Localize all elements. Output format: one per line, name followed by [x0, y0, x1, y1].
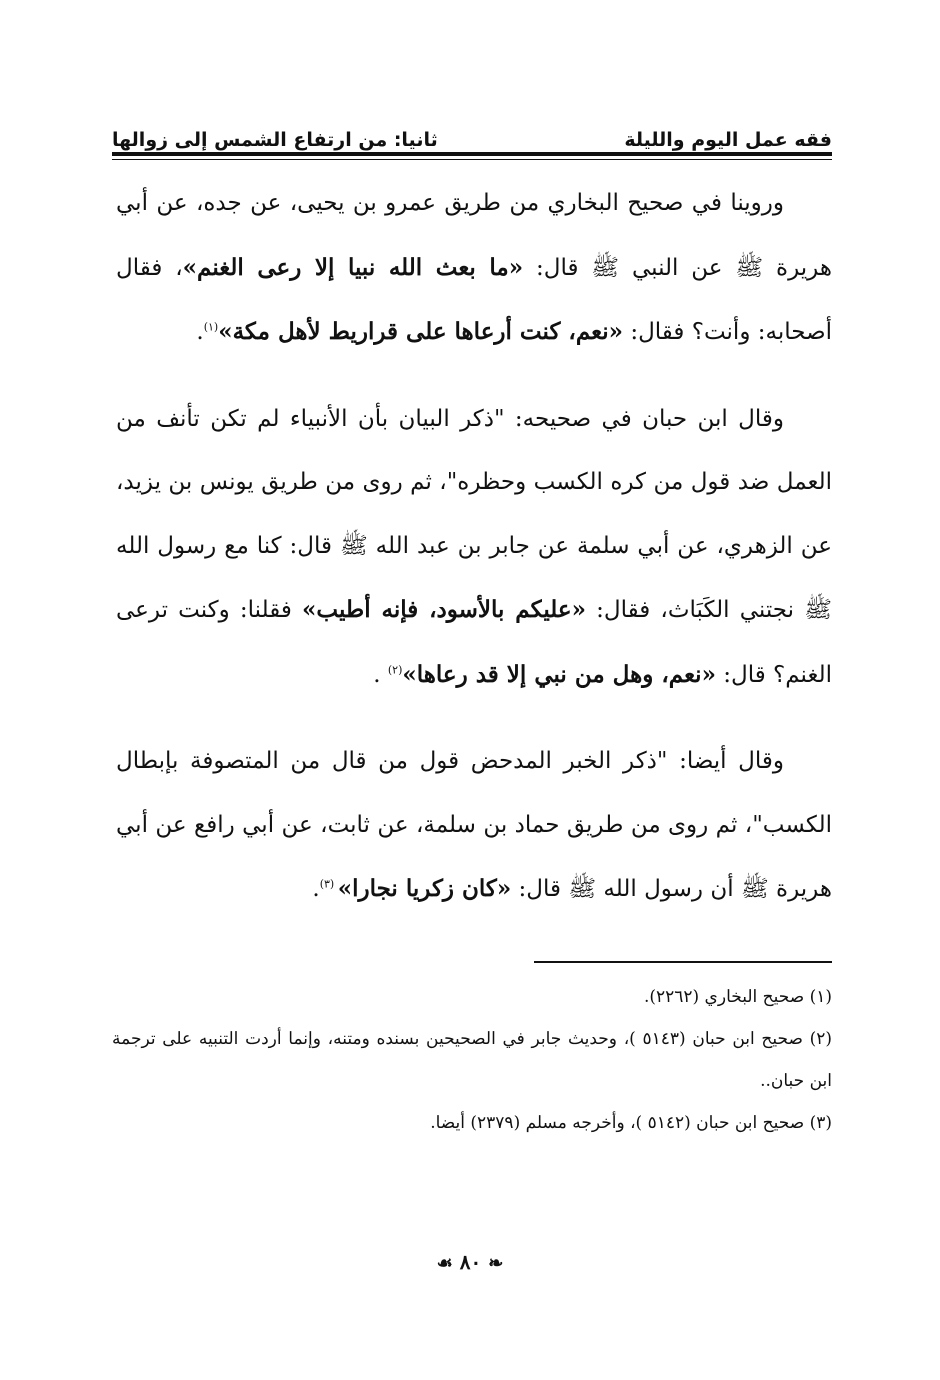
paragraph-1-end: . — [196, 319, 204, 345]
book-title: فقه عمل اليوم والليلة — [624, 129, 832, 151]
ornament-right-icon: ❧ — [488, 1253, 504, 1274]
footnote-ref-3: (٣) — [319, 877, 338, 891]
paragraph-3 — [116, 730, 832, 922]
footnote-1: (١) صحيح البخاري (٢٢٦٢). — [643, 987, 832, 1007]
footnote-2: (٢) صحيح ابن حبان (٥١٤٣ )، وحديث جابر في الصحيحين بسنده ومتنه، وإنما أردت التنبيه على ترجمة ابن حبان.. — [112, 1029, 833, 1091]
header-rule-thin — [112, 159, 832, 160]
page-number — [0, 1250, 940, 1274]
paragraph-1-text-a: وروينا في صحيح البخاري من طريق عمرو بن يحيى، عن جده، عن أبي هريرة ﷺ عن النبي ﷺ قال: — [116, 190, 833, 281]
page-number-value: ٨٠ — [459, 1250, 482, 1274]
main-text — [116, 172, 832, 922]
header-rule-thick — [112, 152, 832, 156]
paragraph-2-text-b: فقلنا: وكنت ترعى الغنم؟ قال: — [116, 597, 832, 688]
footnotes — [112, 976, 832, 1144]
ornament-left-icon: ☙ — [436, 1253, 453, 1274]
section-title: ثانيا: من ارتفاع الشمس إلى زوالها — [112, 129, 438, 151]
paragraph-1 — [116, 172, 832, 365]
footnote-separator — [534, 961, 832, 963]
hadith-quote-3: «عليكم بالأسود، فإنه أطيب» — [302, 596, 586, 623]
hadith-quote-5: «كان زكريا نجارا» — [337, 875, 512, 902]
footnote-ref-2: (٢) — [387, 662, 403, 676]
hadith-quote-2: «نعم، كنت أرعاها على قراريط لأهل مكة» — [218, 318, 624, 345]
paragraph-2-text-a: وقال ابن حبان في صحيحه: "ذكر البيان بأن الأنبياء لم تكن تأنف من العمل ضد قول من كره الكسب وحظره"، ثم روى من طريق يونس بن يزيد، عن الزهري، عن أبي سلمة عن جابر بن عبد الله ﷺ قال: كنا مع رسول الله ﷺ نجتني الكَبَاث، فقال: — [116, 405, 832, 623]
paragraph-2 — [116, 388, 832, 708]
running-header — [112, 120, 832, 152]
footnote-3: (٣) صحيح ابن حبان (٥١٤٢ )، وأخرجه مسلم (٢٣٧٩) أيضا. — [430, 1113, 832, 1133]
paragraph-3-end: . — [312, 876, 320, 902]
paragraph-3-text-a: وقال أيضا: "ذكر الخبر المدحض قول من قال من المتصوفة بإبطال الكسب"، ثم روى من طريق حماد بن سلمة، عن ثابت، عن أبي رافع عن أبي هريرة ﷺ أن رسول الله ﷺ قال: — [116, 748, 832, 902]
footnote-ref-1: (١) — [203, 320, 219, 334]
paragraph-1-text-b: ، فقال أصحابه: وأنت؟ فقال: — [116, 254, 832, 345]
hadith-quote-4: «نعم، وهل من نبي إلا قد رعاها» — [402, 660, 716, 688]
paragraph-2-end: . — [373, 661, 388, 688]
hadith-quote-1: «ما بعث الله نبيا إلا رعى الغنم» — [182, 253, 524, 281]
